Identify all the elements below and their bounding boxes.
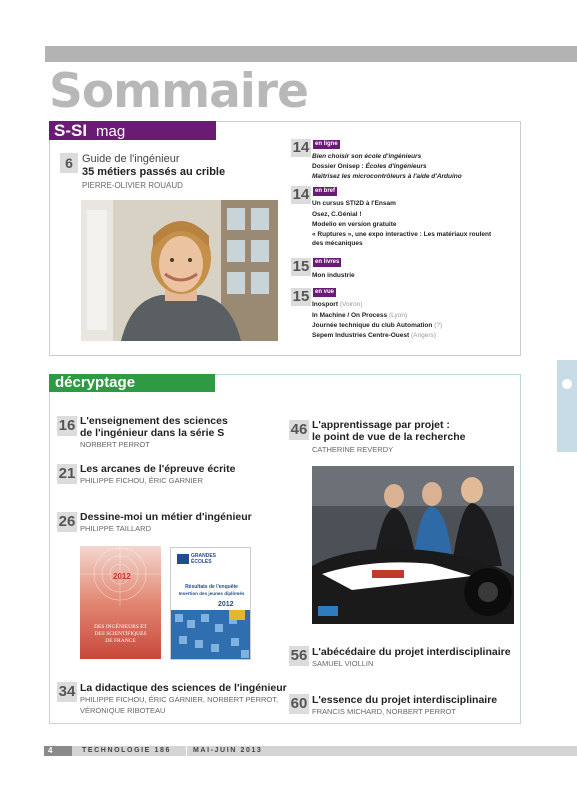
page-title: Sommaire	[49, 64, 308, 119]
article-author: NORBERT PERROT	[80, 440, 150, 449]
section-page-number: 15	[292, 258, 310, 275]
cover2-logo	[177, 554, 189, 564]
article-title[interactable]: L'apprentissage par projet :	[312, 419, 450, 431]
cover2-org2: ÉCOLES	[191, 559, 212, 565]
footer-page-number: 4	[44, 746, 72, 756]
side-tab-dot	[562, 379, 572, 389]
article-page-number: 60	[290, 695, 308, 712]
section-page-number: 14	[292, 186, 310, 203]
cover2-org1: GRANDES	[191, 553, 217, 559]
header-bar	[45, 46, 577, 62]
article-title[interactable]: La didactique des sciences de l'ingénieur	[80, 682, 287, 694]
guide-title[interactable]: 35 métiers passés au crible	[82, 166, 226, 178]
section-entry[interactable]: Osez, C.Génial !	[312, 211, 362, 218]
article-title-line2[interactable]: le point de vue de la recherche	[312, 431, 466, 443]
mag-band-word: mag	[96, 123, 126, 140]
section-page-number: 14	[292, 139, 310, 156]
article-author: FRANCIS MICHARD, NORBERT PERROT	[312, 707, 456, 716]
article-author: SAMUEL VIOLLIN	[312, 659, 374, 668]
section-tag: en bref	[315, 188, 336, 194]
portrait-photo	[81, 200, 278, 341]
article-title[interactable]: L'enseignement des sciences	[80, 415, 228, 427]
side-tab	[557, 360, 577, 452]
article-author: PHILIPPE TAILLARD	[80, 524, 152, 533]
cover1-line3: DE FRANCE	[105, 638, 136, 644]
section-tag: en ligne	[315, 141, 338, 147]
cover1-year: 2012	[113, 572, 131, 581]
section-entry[interactable]: Modelio en version gratuite	[312, 221, 397, 228]
article-page-number: 16	[58, 417, 76, 434]
article-page-number: 46	[290, 421, 308, 438]
section-tag: en livres	[315, 259, 340, 265]
article-author: PHILIPPE FICHOU, ÉRIC GARNIER, NORBERT PERROT,	[80, 695, 279, 704]
section-tag: en vue	[315, 289, 335, 295]
section-entry[interactable]: In Machine / On Process (Lyon)	[312, 312, 408, 319]
guide-page-number: 6	[60, 153, 78, 173]
article-page-number: 26	[58, 513, 76, 530]
section-entry[interactable]: Journée technique du club Automation (?)	[312, 322, 443, 329]
section-entry[interactable]: Inosport (Voiron)	[312, 301, 363, 308]
article-title[interactable]: Dessine-moi un métier d'ingénieur	[80, 511, 252, 523]
article-title[interactable]: Les arcanes de l'épreuve écrite	[80, 463, 236, 475]
article-author: PHILIPPE FICHOU, ÉRIC GARNIER	[80, 476, 203, 485]
report-cover-ingenieurs	[80, 546, 161, 659]
section-entry[interactable]: Bien choisir son école d'ingénieurs	[312, 153, 422, 160]
cover1-line1: DES INGÉNIEURS ET	[94, 624, 147, 630]
mag-band-brand: S-SI	[54, 121, 88, 140]
article-author: CATHERINE REVERDY	[312, 445, 394, 454]
decryptage-section-band: décryptage	[49, 374, 215, 392]
section-page-number: 15	[292, 288, 310, 305]
cover2-year: 2012	[218, 601, 234, 608]
footer-date: MAI-JUIN 2013	[193, 747, 263, 754]
report-cover-grandes-ecoles	[170, 547, 251, 660]
article-title[interactable]: L'abécédaire du projet interdisciplinaire	[312, 646, 511, 658]
cover1-line2: DES SCIENTIFIQUES	[94, 631, 147, 637]
student-project-photo	[312, 466, 514, 624]
section-entry[interactable]: Maîtrisez les microcontrôleurs à l'aide d'Arduino	[312, 173, 462, 180]
footer-magazine: TECHNOLOGIE 186	[82, 747, 171, 754]
section-entry[interactable]: Sepem Industries Centre-Ouest (Angers)	[312, 332, 436, 339]
article-title[interactable]: L'essence du projet interdisciplinaire	[312, 694, 498, 706]
section-entry[interactable]: « Ruptures », une expo interactive : Les matériaux roulent	[312, 231, 492, 238]
article-author-line2: VÉRONIQUE RIBOTEAU	[80, 706, 166, 715]
section-entry[interactable]: Un cursus STI2D à l'Ensam	[312, 200, 396, 207]
cover2-line2: Insertion des jeunes diplômés	[178, 591, 245, 596]
article-page-number: 21	[58, 465, 76, 482]
section-entry[interactable]: des mécaniques	[312, 240, 363, 247]
section-entry[interactable]: Dossier Onisep : Écoles d'ingénieurs	[312, 163, 427, 170]
guide-author: PIERRE-OLIVIER ROUAUD	[82, 181, 183, 190]
article-title-line2[interactable]: de l'ingénieur dans la série S	[80, 427, 225, 439]
section-entry[interactable]: Mon industrie	[312, 272, 355, 279]
mag-section-band	[49, 121, 216, 140]
article-page-number: 34	[58, 683, 76, 700]
footer-divider	[186, 746, 187, 756]
cover2-line1: Résultats de l'enquête	[185, 584, 238, 590]
article-page-number: 56	[290, 647, 308, 664]
guide-kicker: Guide de l'ingénieur	[82, 153, 180, 165]
